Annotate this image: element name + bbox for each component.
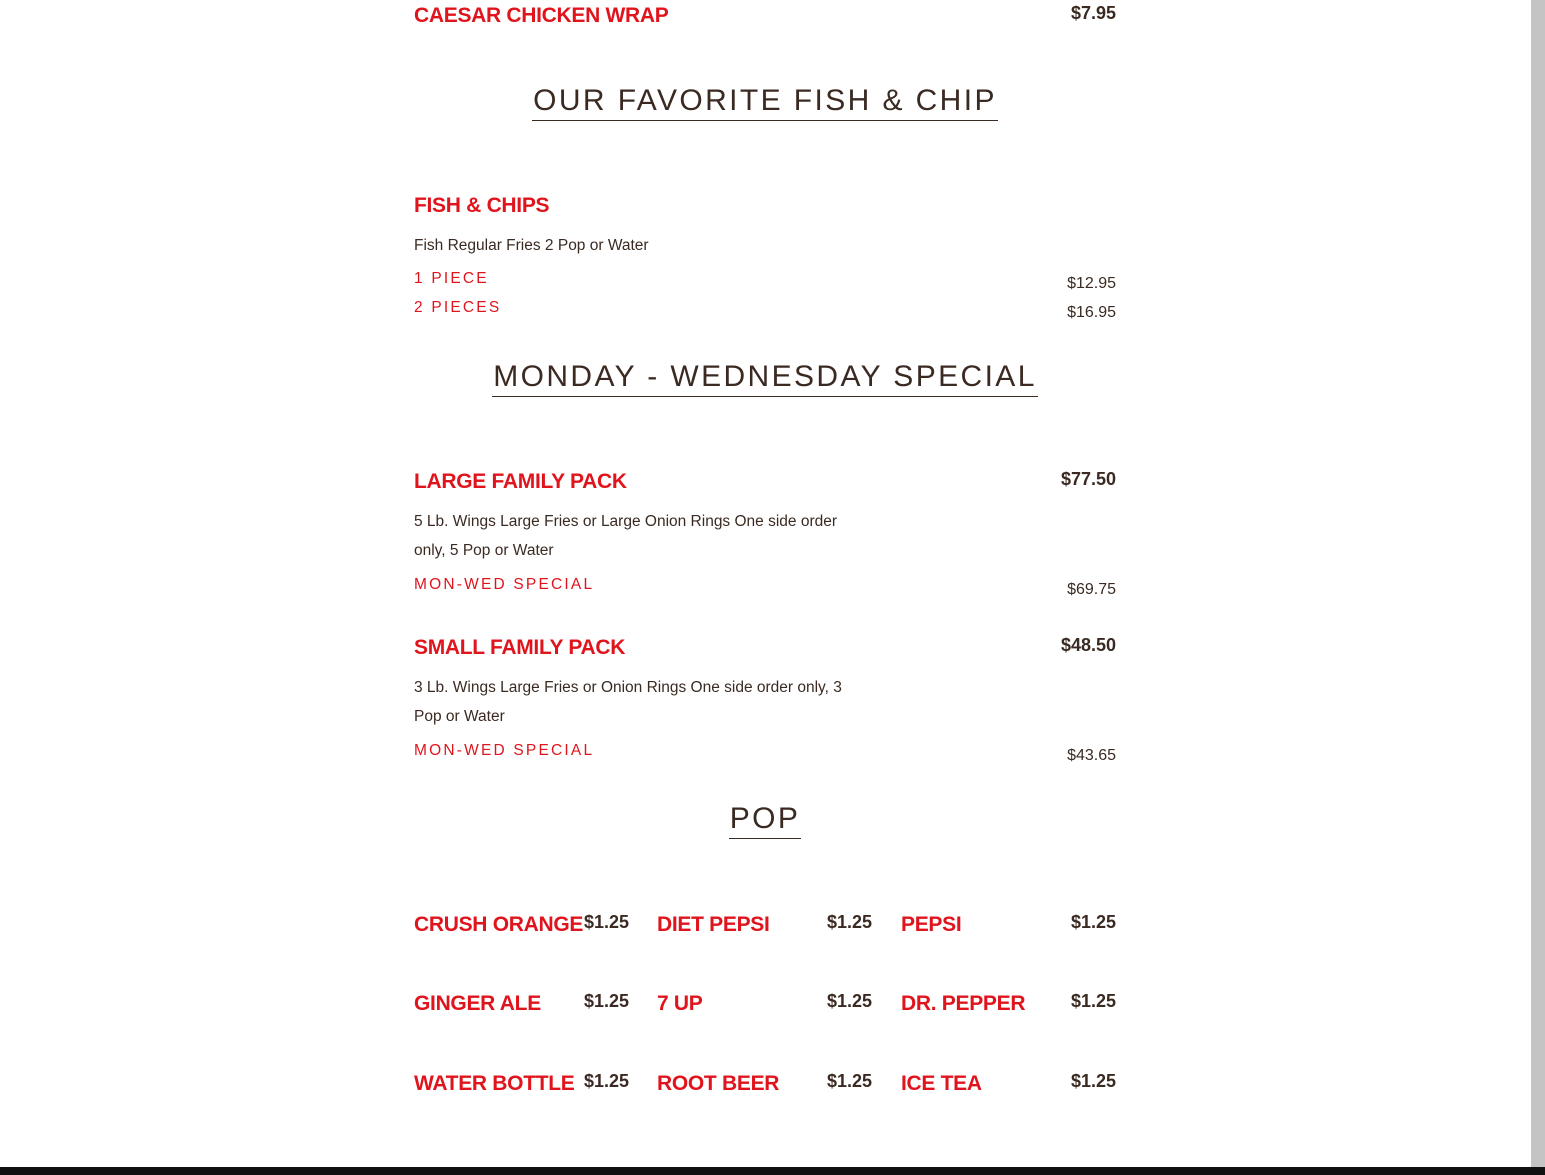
pop-item-price: $1.25 xyxy=(583,991,629,1011)
option-label: 2 PIECES xyxy=(414,299,502,316)
section-heading-text: MONDAY - WEDNESDAY SPECIAL xyxy=(492,358,1038,397)
section-heading-text: POP xyxy=(729,800,802,839)
pop-item-name: DIET PEPSI xyxy=(657,913,770,936)
vertical-scrollbar[interactable] xyxy=(1531,0,1545,1167)
pop-item-name: GINGER ALE xyxy=(414,992,541,1015)
pop-item-price: $1.25 xyxy=(583,912,629,932)
menu-item-description: 3 Lb. Wings Large Fries or Onion Rings One side order only, 3 Pop or Water xyxy=(414,679,842,725)
pop-item-name: DR. PEPPER xyxy=(901,992,1026,1015)
pop-item-name: ROOT BEER xyxy=(657,1072,780,1095)
pop-item-name: WATER BOTTLE xyxy=(414,1072,575,1095)
pop-item-price: $1.25 xyxy=(1070,912,1116,932)
pop-item-price: $1.25 xyxy=(583,1071,629,1091)
section-heading-pop xyxy=(414,800,1116,839)
pop-item-price: $1.25 xyxy=(826,912,872,932)
pop-item-name: CRUSH ORANGE xyxy=(414,913,584,936)
option-price: $43.65 xyxy=(1067,747,1116,764)
option-label: 1 PIECE xyxy=(414,270,489,287)
pop-item-price: $1.25 xyxy=(826,1071,872,1091)
scrollbar-thumb[interactable] xyxy=(1533,0,1543,1167)
section-heading-special xyxy=(414,358,1116,397)
option-label: MON-WED SPECIAL xyxy=(414,742,595,759)
pop-item-name: 7 UP xyxy=(657,992,703,1015)
pop-item-price: $1.25 xyxy=(826,991,872,1011)
section-heading-text: OUR FAVORITE FISH & CHIP xyxy=(532,82,998,121)
option-price: $16.95 xyxy=(1067,304,1116,321)
option-price: $69.75 xyxy=(1067,581,1116,598)
menu-item-name: SMALL FAMILY PACK xyxy=(414,636,626,659)
option-price: $12.95 xyxy=(1067,275,1116,292)
option-label: MON-WED SPECIAL xyxy=(414,576,595,593)
pop-item-name: PEPSI xyxy=(901,913,962,936)
menu-item-price: $48.50 xyxy=(1060,635,1116,655)
pop-item-name: ICE TEA xyxy=(901,1072,982,1095)
menu-item-name: LARGE FAMILY PACK xyxy=(414,470,627,493)
menu-item-description: Fish Regular Fries 2 Pop or Water xyxy=(414,237,649,254)
menu-item-name: FISH & CHIPS xyxy=(414,194,550,217)
pop-item-price: $1.25 xyxy=(1070,991,1116,1011)
menu-item-name: CAESAR CHICKEN WRAP xyxy=(414,4,669,27)
menu-item-price: $7.95 xyxy=(1070,3,1116,23)
footer-bar xyxy=(0,1167,1545,1175)
menu-item-description: 5 Lb. Wings Large Fries or Large Onion Rings One side order only, 5 Pop or Water xyxy=(414,513,838,559)
section-heading-fish-chip xyxy=(414,82,1116,121)
menu-item-price: $77.50 xyxy=(1060,469,1116,489)
pop-item-price: $1.25 xyxy=(1070,1071,1116,1091)
